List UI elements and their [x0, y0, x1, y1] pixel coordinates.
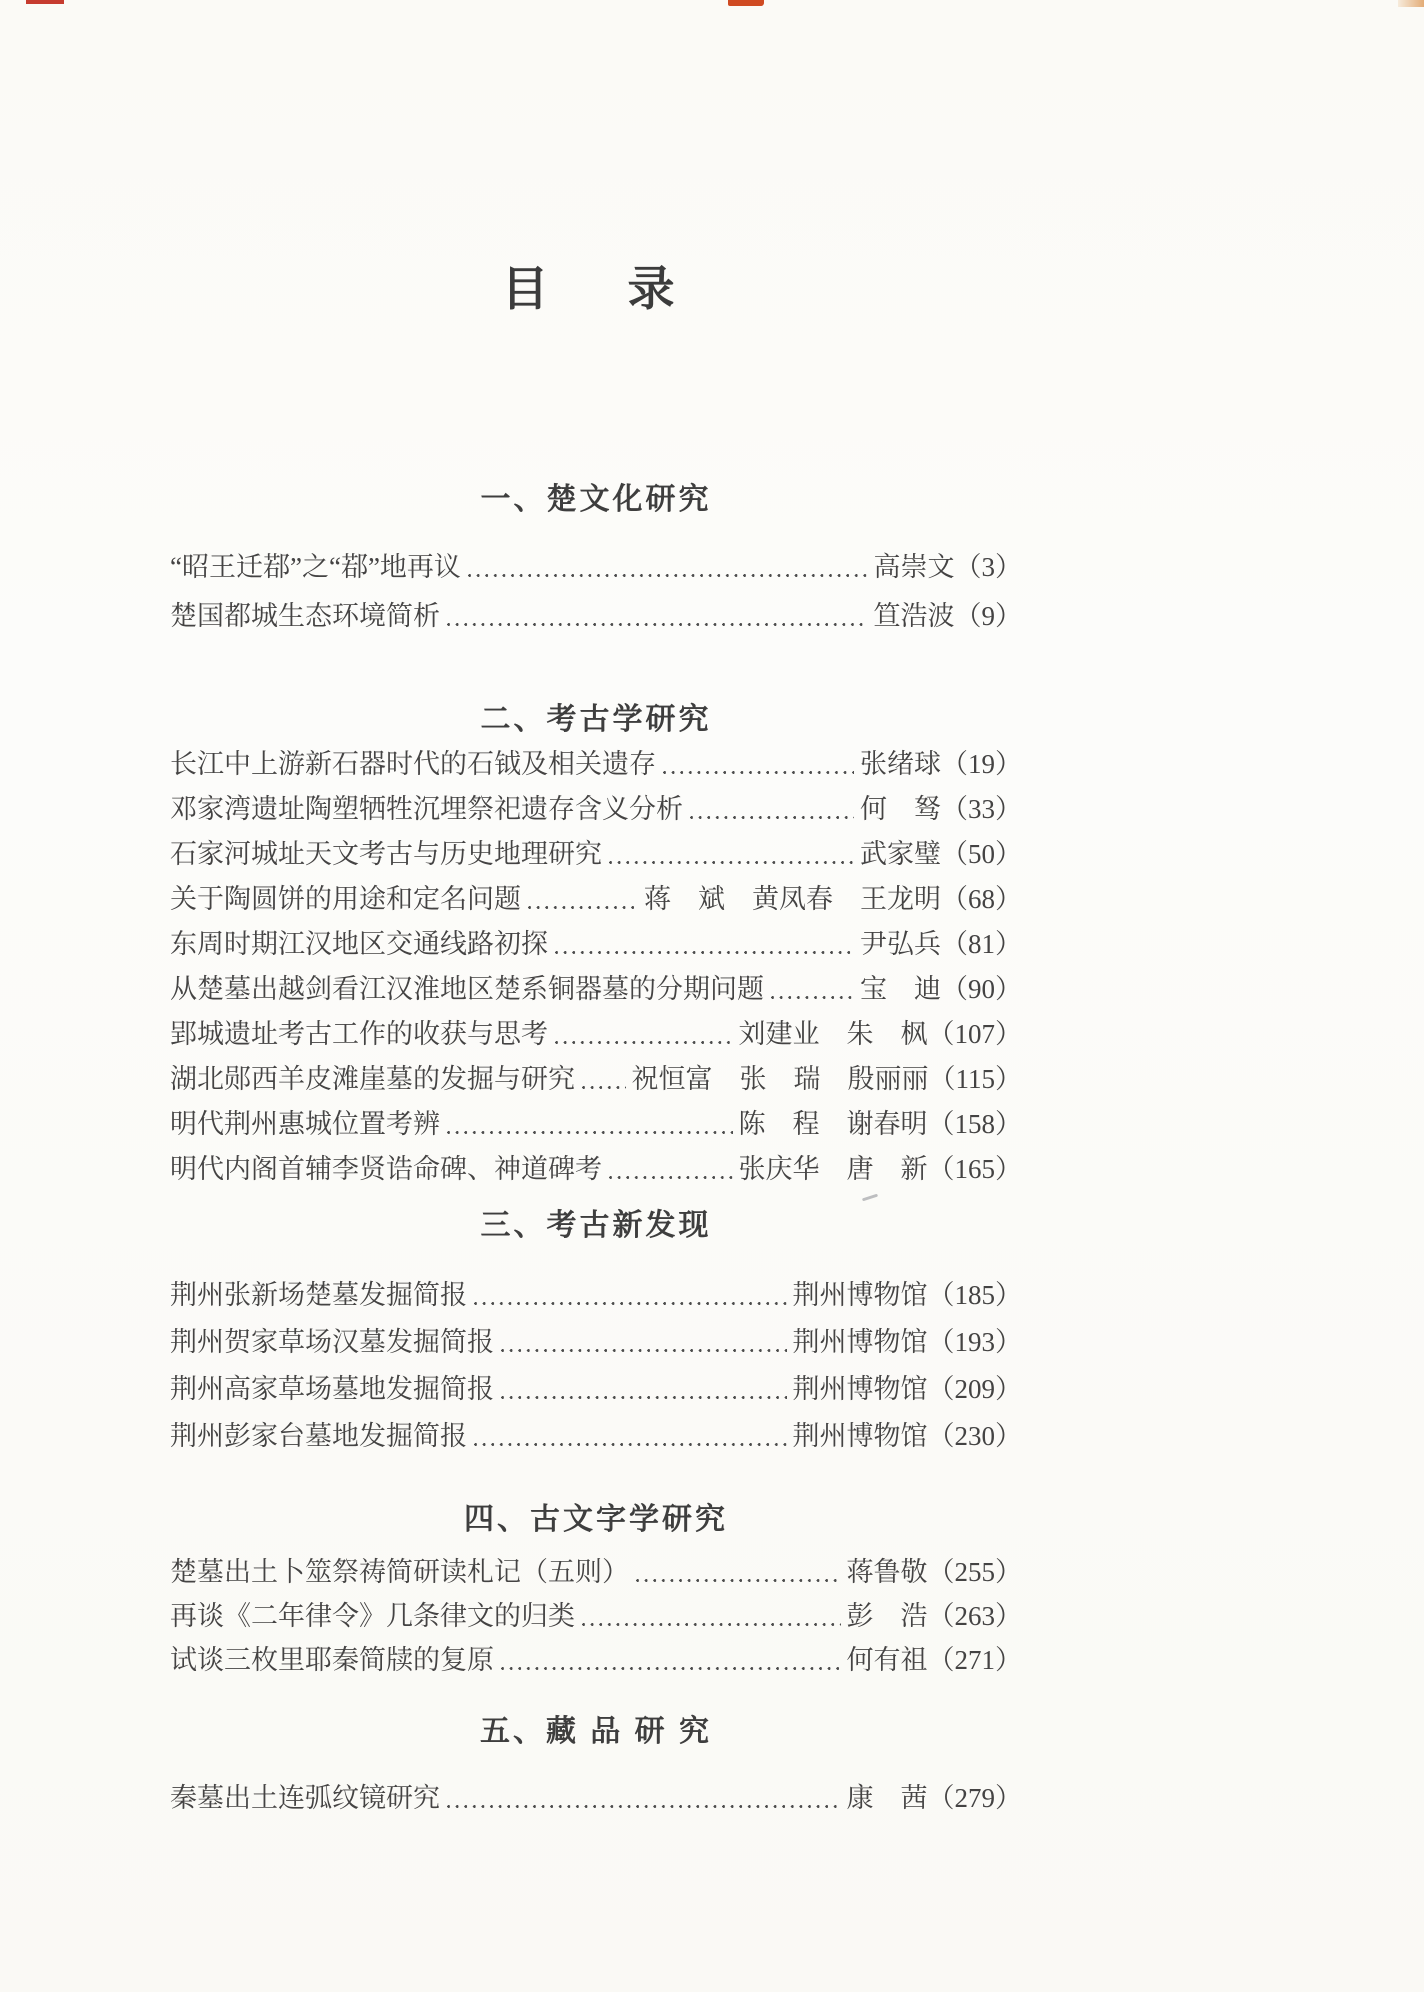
- dot-leader: [447, 1805, 841, 1808]
- entry-author-page: 蒋鲁敬（255）: [846, 1556, 1022, 1587]
- section-heading-paleography: 四、古文字学研究: [464, 1503, 728, 1536]
- toc-entry: [170, 1366, 1022, 1413]
- toc-entry: [170, 543, 1022, 592]
- entry-title: 东周时期江汉地区交通线路初探: [170, 929, 548, 960]
- entry-title: 从楚墓出越剑看江汉淮地区楚系铜器墓的分期问题: [170, 974, 764, 1005]
- entry-title: 楚国都城生态环境简析: [170, 601, 440, 632]
- entry-author-page: 笪浩波（9）: [873, 601, 1022, 632]
- entry-author-page: 尹弘兵（81）: [860, 929, 1022, 960]
- entry-author-page: 荆州博物馆（209）: [792, 1374, 1022, 1405]
- toc-entry: [170, 1776, 1022, 1821]
- entry-title: 荆州高家草场墓地发掘简报: [170, 1374, 494, 1405]
- section-heading-new-discoveries: 三、考古新发现: [480, 1209, 712, 1242]
- entry-title: 邓家湾遗址陶塑牺牲沉埋祭祀遗存含义分析: [170, 794, 683, 825]
- entry-author-page: 何 驽（33）: [860, 794, 1022, 825]
- dot-leader: [636, 1579, 841, 1582]
- section-heading-archaeology: 二、考古学研究: [480, 703, 712, 736]
- toc-entry: [170, 592, 1022, 641]
- section-entries: [170, 742, 1022, 1192]
- dot-leader: [501, 1667, 841, 1670]
- toc-entry: [170, 1012, 1022, 1057]
- entry-author-page: 高崇文（3）: [873, 552, 1022, 583]
- dot-leader: [771, 996, 854, 999]
- dot-leader: [555, 951, 854, 954]
- entry-title: 荆州彭家台墓地发掘简报: [170, 1421, 467, 1452]
- toc-entry: [170, 1594, 1022, 1638]
- entry-title: 荆州张新场楚墓发掘简报: [170, 1280, 467, 1311]
- entry-title: 试谈三枚里耶秦简牍的复原: [170, 1644, 494, 1675]
- entry-title: 再谈《二年律令》几条律文的归类: [170, 1600, 575, 1631]
- dot-leader: [501, 1349, 787, 1352]
- toc-entry: [170, 967, 1022, 1012]
- dot-leader: [447, 623, 868, 626]
- entry-title: 明代内阁首辅李贤诰命碑、神道碑考: [170, 1154, 602, 1185]
- toc-entry: [170, 1102, 1022, 1147]
- entry-title: 秦墓出土连弧纹镜研究: [170, 1783, 440, 1814]
- toc-entry: [170, 1147, 1022, 1192]
- dot-leader: [663, 771, 854, 774]
- entry-author-page: 彭 浩（263）: [846, 1600, 1022, 1631]
- entry-author-page: 刘建业 朱 枫（107）: [738, 1019, 1022, 1050]
- toc-entry: [170, 877, 1022, 922]
- section-entries: [170, 1550, 1022, 1682]
- section-entries: [170, 1776, 1022, 1821]
- toc-entry: [170, 1272, 1022, 1319]
- dot-leader: [474, 1302, 787, 1305]
- entry-author-page: 蒋 斌 黄凤春 王龙明（68）: [644, 884, 1022, 915]
- dot-leader: [582, 1623, 841, 1626]
- toc-entry: [170, 922, 1022, 967]
- section-heading-collections: 五、藏 品 研 究: [479, 1715, 712, 1748]
- dot-leader: [609, 861, 854, 864]
- page-title: 目 录: [501, 264, 691, 316]
- entry-title: 长江中上游新石器时代的石钺及相关遗存: [170, 749, 656, 780]
- entry-author-page: 荆州博物馆（185）: [792, 1280, 1022, 1311]
- entry-title: 明代荆州惠城位置考辨: [170, 1109, 440, 1140]
- dot-leader: [447, 1131, 733, 1134]
- dot-leader: [609, 1176, 733, 1179]
- toc-entry: [170, 1413, 1022, 1460]
- entry-author-page: 张庆华 唐 新（165）: [738, 1154, 1022, 1185]
- entry-author-page: 荆州博物馆（230）: [792, 1421, 1022, 1452]
- scan-artifact-red-mark: [26, 0, 64, 4]
- toc-entry: [170, 1638, 1022, 1682]
- dot-leader: [474, 1443, 787, 1446]
- dot-leader: [528, 906, 638, 909]
- section-heading-chu-culture: 一、楚文化研究: [480, 483, 712, 516]
- entry-author-page: 祝恒富 张 瑞 殷丽丽（115）: [631, 1064, 1022, 1095]
- entry-author-page: 陈 程 谢春明（158）: [738, 1109, 1022, 1140]
- scan-artifact-red-mark: [728, 0, 764, 6]
- entry-title: 石家河城址天文考古与历史地理研究: [170, 839, 602, 870]
- toc-entry: [170, 742, 1022, 787]
- entry-author-page: 宝 迪（90）: [860, 974, 1022, 1005]
- toc-entry: [170, 1057, 1022, 1102]
- toc-entry: [170, 1550, 1022, 1594]
- entry-author-page: 何有祖（271）: [846, 1644, 1022, 1675]
- entry-title: 楚墓出土卜筮祭祷简研读札记（五则）: [170, 1556, 629, 1587]
- toc-entry: [170, 1319, 1022, 1366]
- dot-leader: [582, 1086, 626, 1089]
- entry-author-page: 武家璧（50）: [860, 839, 1022, 870]
- section-entries: [170, 543, 1022, 641]
- entry-author-page: 张绪球（19）: [860, 749, 1022, 780]
- toc-entry: [170, 787, 1022, 832]
- entry-title: 关于陶圆饼的用途和定名问题: [170, 884, 521, 915]
- entry-author-page: 康 茜（279）: [846, 1783, 1022, 1814]
- entry-title: 郢城遗址考古工作的收获与思考: [170, 1019, 548, 1050]
- dot-leader: [690, 816, 854, 819]
- dot-leader: [555, 1041, 733, 1044]
- entry-title: 湖北郧西羊皮滩崖墓的发掘与研究: [170, 1064, 575, 1095]
- entry-title: 荆州贺家草场汉墓发掘简报: [170, 1327, 494, 1358]
- scan-artifact-corner-smudge: [1398, 0, 1424, 7]
- dot-leader: [501, 1396, 787, 1399]
- section-entries: [170, 1272, 1022, 1460]
- entry-author-page: 荆州博物馆（193）: [792, 1327, 1022, 1358]
- entry-title: “昭王迁鄀”之“鄀”地再议: [170, 552, 461, 583]
- dot-leader: [468, 574, 868, 577]
- toc-entry: [170, 832, 1022, 877]
